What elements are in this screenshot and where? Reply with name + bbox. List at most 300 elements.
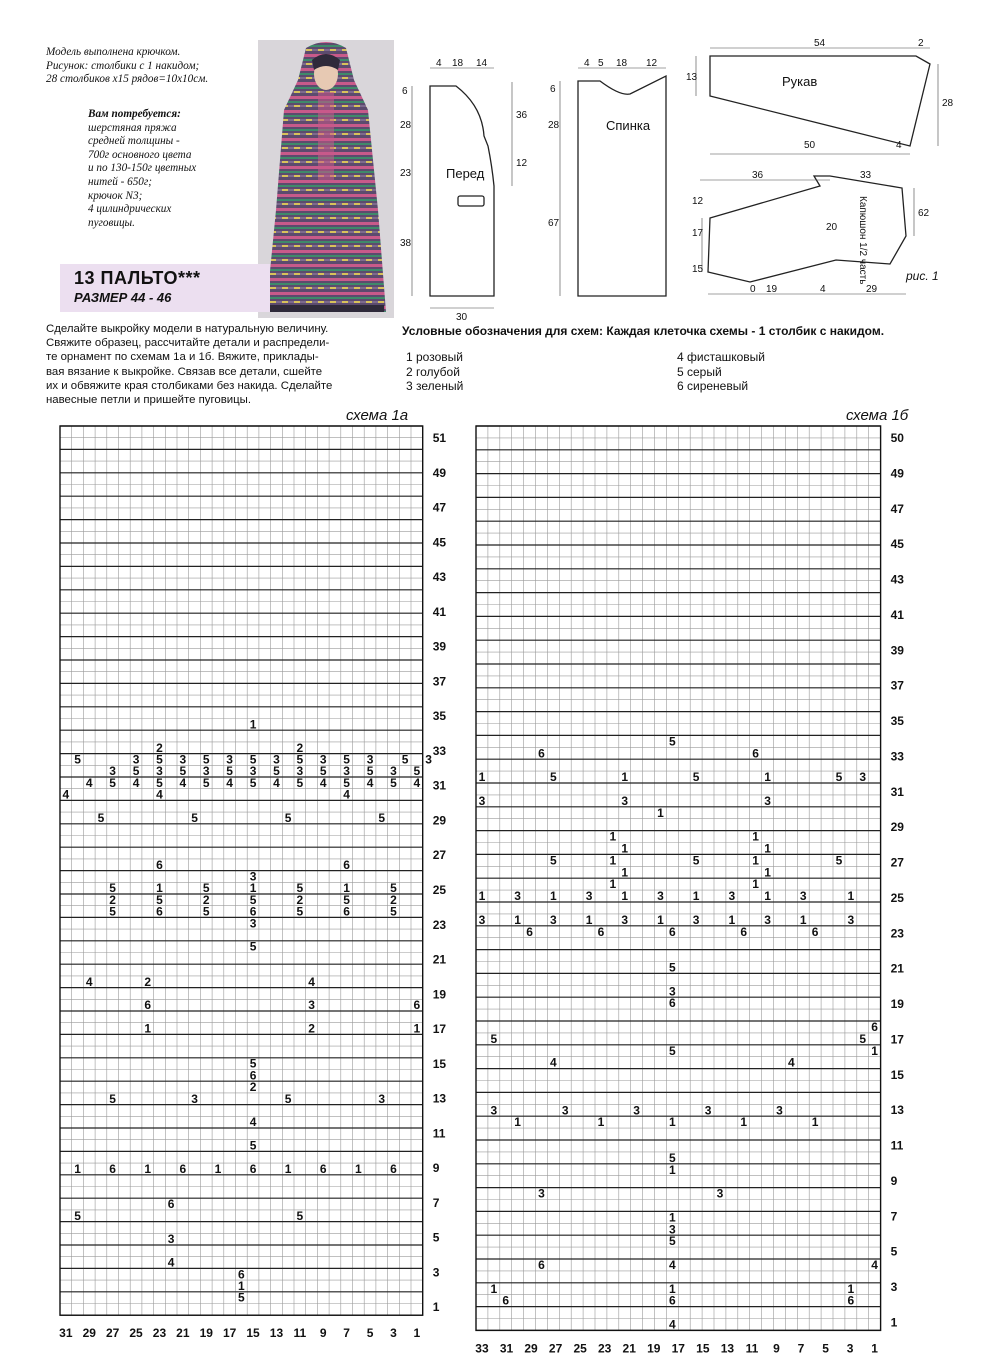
scheme-1b-cell-label: 1 — [514, 912, 521, 927]
scheme-1b-cell-label: 3 — [859, 770, 867, 785]
scheme-1a-cell-label: 5 — [132, 764, 140, 779]
scheme-1b-row-number: 35 — [890, 714, 904, 729]
instruction-line: их и обвяжите края столбиками без накида. Сделайте — [46, 379, 333, 392]
front-dim-left: 23 — [400, 168, 412, 179]
scheme-1b-cell-label: 6 — [871, 1019, 878, 1034]
scheme-1a-cell-label: 2 — [296, 892, 304, 907]
back-dim-left: 67 — [548, 218, 560, 229]
scheme-1b-caption: схема 1б — [846, 407, 909, 424]
scheme-1a-row-number: 3 — [432, 1265, 440, 1280]
sleeve-dim-left: 13 — [686, 72, 698, 83]
scheme-1b-col-number: 21 — [622, 1341, 636, 1356]
scheme-1b-row-number: 21 — [890, 961, 904, 976]
scheme-1b-cell-label: 1 — [847, 1281, 855, 1296]
size-label: РАЗМЕР 44 - 46 — [74, 290, 172, 305]
scheme-1a-cell-label: 5 — [249, 752, 257, 767]
scheme-1a-col-number: 31 — [59, 1326, 73, 1341]
scheme-1b-cell-label: 6 — [669, 996, 676, 1011]
scheme-1a-cell-label: 6 — [167, 1197, 175, 1212]
scheme-1a-cell-label: 3 — [191, 1091, 198, 1106]
scheme-1b-row-number: 39 — [890, 643, 904, 658]
scheme-1b-cell-label: 6 — [669, 1293, 676, 1308]
scheme-1b-cell-label: 3 — [550, 912, 557, 927]
front-dim-left: 28 — [400, 120, 412, 131]
scheme-1a-cell-label: 5 — [202, 752, 210, 767]
hood-dim-bottom: 19 — [766, 284, 778, 295]
front-dim-top: 14 — [476, 58, 488, 69]
scheme-1a-cell-label: 4 — [249, 1115, 257, 1130]
scheme-1b-cell-label: 6 — [752, 746, 759, 761]
intro-line: Рисунок: столбики с 1 накидом; — [46, 59, 200, 72]
scheme-1a-cell-label: 6 — [249, 1161, 257, 1176]
scheme-1a-row-number: 51 — [432, 431, 447, 445]
scheme-1b-row-number: 1 — [890, 1315, 898, 1330]
scheme-1b-col-number: 17 — [671, 1341, 685, 1356]
materials-line: нитей - 650г; — [88, 175, 152, 188]
scheme-1b-cell-label: 5 — [835, 853, 843, 868]
scheme-1a-caption: схема 1а — [346, 407, 409, 424]
legend-item: 4 фисташковый — [677, 350, 766, 364]
scheme-1a-cell-label: 3 — [249, 764, 257, 779]
scheme-1a-cell-label: 3 — [226, 752, 233, 767]
scheme-1b-row-number: 15 — [890, 1067, 904, 1082]
instruction-line: вая вязание к выкройке. Связав все детали, сшейте — [46, 365, 323, 378]
scheme-1b-cell-label: 1 — [621, 889, 629, 904]
scheme-1a-cell-label: 5 — [390, 881, 397, 896]
scheme-1b-col-number: 29 — [524, 1341, 538, 1356]
scheme-1a-row-number: 29 — [432, 813, 447, 828]
scheme-1b-cell-label: 3 — [561, 1103, 569, 1118]
scheme-1b-row-number: 3 — [890, 1280, 898, 1295]
scheme-1b-cell-label: 4 — [550, 1055, 557, 1070]
scheme-1a-cell-label: 4 — [167, 1255, 175, 1270]
scheme-1a-cell-label: 5 — [179, 764, 187, 779]
scheme-1a-cell-label: 5 — [296, 881, 304, 896]
scheme-1b-cell-label: 5 — [692, 770, 700, 785]
scheme-1a-cell-label: 5 — [191, 810, 198, 825]
scheme-1a-cell-label: 5 — [238, 1290, 245, 1305]
scheme-1b-row-number: 49 — [890, 466, 904, 481]
scheme-1b-cell-label: 1 — [871, 1043, 878, 1058]
back-dim-top: 12 — [646, 58, 658, 69]
scheme-1a-col-number: 13 — [269, 1326, 284, 1341]
scheme-1b-cell-label: 3 — [776, 1103, 783, 1118]
scheme-1a-cell-label: 6 — [249, 1068, 257, 1083]
scheme-1a-cell-label: 4 — [273, 775, 280, 790]
back-dim-left: 6 — [550, 84, 556, 95]
back-dim-left: 28 — [548, 120, 560, 131]
scheme-1b-row-number: 25 — [890, 890, 904, 905]
scheme-1b-row-number: 7 — [890, 1209, 898, 1224]
scheme-1a-col-number: 3 — [390, 1326, 397, 1341]
scheme-1b-cell-label: 1 — [764, 865, 771, 880]
scheme-1a-cell-label: 5 — [284, 1091, 292, 1106]
scheme-1b-cell-label: 5 — [669, 1234, 676, 1249]
scheme-1a-cell-label: 6 — [156, 904, 163, 919]
scheme-1b-col-number: 27 — [548, 1341, 563, 1356]
scheme-1a-cell-label: 5 — [249, 775, 257, 790]
scheme-1b-cell-label: 3 — [847, 912, 855, 927]
materials-line: 700г основного цвета — [88, 148, 192, 161]
scheme-1a-cell-label: 5 — [390, 775, 397, 790]
scheme-1b-cell-label: 3 — [478, 912, 486, 927]
scheme-1a-cell-label: 5 — [109, 904, 116, 919]
back-label: Спинка — [606, 118, 651, 133]
scheme-1b-cell-label: 3 — [669, 1222, 676, 1237]
scheme-1a-cell-label: 4 — [343, 787, 350, 802]
scheme-1b-cell-label: 5 — [550, 853, 557, 868]
legend-item: 3 зеленый — [406, 379, 464, 393]
scheme-1b-cell-label: 1 — [764, 841, 771, 856]
legend-item: 6 сиреневый — [677, 379, 749, 393]
scheme-1b-cell-label: 1 — [669, 1210, 676, 1225]
scheme-1a-cell-label: 3 — [343, 764, 350, 779]
instruction-line: Свяжите образец, рассчитайте детали и распредели- — [46, 337, 330, 350]
instruction-line: Сделайте выкройку модели в натуральную величину. — [46, 323, 329, 335]
scheme-1b-cell-label: 3 — [538, 1186, 545, 1201]
scheme-1b-row-number: 41 — [890, 607, 904, 622]
scheme-1b-col-number: 11 — [745, 1341, 759, 1356]
materials-line: пуговицы. — [88, 216, 135, 229]
scheme-1b-cell-label: 5 — [490, 1031, 498, 1046]
scheme-1a-cell-label: 5 — [74, 752, 81, 767]
scheme-1b-cell-label: 1 — [752, 877, 759, 892]
scheme-1a-col-number: 17 — [222, 1326, 237, 1341]
scheme-1a-cell-label: 5 — [378, 810, 386, 825]
scheme-1a-cell-label: 3 — [179, 752, 187, 767]
scheme-1b-col-number: 9 — [773, 1341, 780, 1356]
scheme-1b-cell-label: 1 — [478, 770, 486, 785]
scheme-1b-cell-label: 3 — [799, 889, 807, 904]
scheme-1a-cell-label: 6 — [238, 1267, 245, 1282]
scheme-1a-col-number: 21 — [176, 1326, 190, 1341]
scheme-1a-cell-label: 3 — [378, 1091, 386, 1106]
scheme-1b-cell-label: 3 — [669, 984, 676, 999]
scheme-1b-cell-label: 3 — [490, 1103, 498, 1118]
sleeve-dim-bottomright: 4 — [896, 140, 902, 151]
scheme-1b-cell-label: 3 — [478, 793, 486, 808]
legend-item: 2 голубой — [406, 364, 460, 379]
scheme-1b-cell-label: 1 — [621, 841, 629, 856]
scheme-1a-cell-label: 1 — [156, 881, 163, 896]
hood-dim-top2: 33 — [860, 170, 872, 181]
scheme-1b-cell-label: 6 — [538, 1257, 545, 1272]
scheme-1b-cell-label: 1 — [799, 912, 807, 927]
scheme-1b-cell-label: 5 — [669, 734, 676, 749]
scheme-1b-cell-label: 1 — [585, 912, 593, 927]
scheme-1b-cell-label: 5 — [550, 770, 557, 785]
scheme-1a-cell-label: 4 — [85, 974, 93, 989]
scheme-1a-cell-label: 3 — [132, 752, 140, 767]
scheme-1a-cell-label: 4 — [85, 775, 93, 790]
scheme-1b-col-number: 15 — [696, 1341, 710, 1356]
hood-dim-top1: 36 — [752, 170, 764, 181]
scheme-1a-cell-label: 5 — [413, 764, 421, 779]
scheme-1b-cell-label: 1 — [764, 770, 771, 785]
scheme-1b-cell-label: 3 — [716, 1186, 724, 1201]
scheme-1b-col-number: 13 — [720, 1341, 735, 1356]
scheme-1b-cell-label: 1 — [669, 1281, 676, 1296]
scheme-1a-cell-label: 3 — [390, 764, 397, 779]
scheme-1a-cell-label: 1 — [144, 1021, 152, 1036]
scheme-1a-cell-label: 5 — [249, 939, 257, 954]
front-dim-left: 38 — [400, 238, 412, 249]
scheme-1a-cell-label: 5 — [226, 764, 233, 779]
scheme-1b-row-number: 47 — [890, 501, 904, 516]
scheme-1b-row-number: 45 — [890, 537, 904, 552]
scheme-1a-cell-label: 5 — [366, 764, 374, 779]
scheme-1a-row-number: 35 — [432, 709, 447, 724]
scheme-1a-cell-label: 1 — [355, 1161, 362, 1176]
scheme-1a-cell-label: 5 — [296, 904, 304, 919]
scheme-1b-row-number: 29 — [890, 820, 904, 835]
scheme-1a-cell-label: 2 — [144, 974, 152, 989]
scheme-1b-cell-label: 3 — [633, 1103, 640, 1118]
scheme-1b-cell-label: 3 — [657, 889, 664, 904]
scheme-1a-cell-label: 5 — [156, 775, 163, 790]
scheme-1a-cell-label: 6 — [109, 1161, 116, 1176]
scheme-1b-cell-label: 3 — [621, 912, 629, 927]
scheme-1a-row-number: 33 — [432, 743, 447, 758]
scheme-1b-cell-label: 5 — [835, 770, 843, 785]
scheme-1a-cell-label: 5 — [156, 892, 163, 907]
scheme-1a-cell-label: 5 — [296, 1208, 304, 1223]
hood-dim-mid: 20 — [826, 222, 838, 233]
scheme-1a-cell-label: 2 — [296, 740, 304, 755]
scheme-1b-cell-label: 1 — [621, 770, 629, 785]
scheme-1a-row-number: 37 — [432, 674, 447, 689]
scheme-1a-cell-label: 3 — [425, 752, 432, 767]
scheme-1b-cell-label: 6 — [669, 924, 676, 939]
scheme-1a-cell-label: 3 — [249, 869, 257, 884]
scheme-1a-row-number: 13 — [432, 1091, 447, 1106]
scheme-1b-cell-label: 6 — [847, 1293, 855, 1308]
scheme-1a-cell-label: 2 — [109, 892, 116, 907]
scheme-1b-col-number: 23 — [597, 1341, 612, 1356]
front-dim-right: 12 — [516, 158, 528, 169]
sleeve-label: Рукав — [782, 74, 818, 89]
back-dim-top: 5 — [598, 58, 604, 69]
scheme-1b-cell-label: 1 — [740, 1115, 748, 1130]
scheme-1a-row-number: 49 — [432, 465, 447, 480]
scheme-1a-row-number: 31 — [432, 778, 447, 793]
scheme-1b-cell-label: 4 — [871, 1257, 878, 1272]
scheme-1a-cell-label: 1 — [249, 717, 257, 732]
front-dim-left: 6 — [402, 86, 408, 97]
scheme-1b-cell-label: 1 — [621, 865, 629, 880]
scheme-1a-cell-label: 3 — [202, 764, 210, 779]
scheme-1a-row-number: 41 — [432, 604, 447, 619]
scheme-1b-grid — [476, 426, 881, 1331]
front-dim-bottom: 30 — [456, 312, 468, 323]
scheme-1a-cell-label: 5 — [74, 1208, 81, 1223]
scheme-1a-cell-label: 3 — [296, 764, 304, 779]
scheme-1a-cell-label: 4 — [179, 775, 187, 790]
scheme-1b-row-number: 31 — [890, 784, 904, 799]
scheme-1a-cell-label: 4 — [156, 787, 163, 802]
intro-line: 28 столбиков x15 рядов=10x10см. — [46, 73, 209, 86]
scheme-1a-col-number: 5 — [366, 1326, 374, 1341]
scheme-1a-cell-label: 6 — [343, 857, 350, 872]
scheme-1a-cell-label: 5 — [296, 752, 304, 767]
scheme-1b-cell-label: 1 — [728, 912, 736, 927]
scheme-1b-col-number: 1 — [871, 1341, 878, 1356]
scheme-1a-cell-label: 5 — [109, 775, 116, 790]
scheme-1a-cell-label: 4 — [319, 775, 327, 790]
scheme-1a-cell-label: 6 — [413, 998, 421, 1013]
scheme-1b-cell-label: 4 — [788, 1055, 795, 1070]
scheme-1b-row-number: 50 — [890, 431, 904, 445]
scheme-1a-cell-label: 4 — [413, 775, 421, 790]
scheme-1a-cell-label: 2 — [390, 892, 397, 907]
scheme-1a-cell-label: 1 — [413, 1021, 421, 1036]
scheme-1b-row-number: 27 — [890, 855, 904, 870]
scheme-1b-cell-label: 3 — [692, 912, 700, 927]
scheme-1a-row-number: 17 — [432, 1022, 447, 1037]
hood-dim-bottom: 4 — [820, 284, 826, 295]
scheme-1b-cell-label: 3 — [704, 1103, 712, 1118]
scheme-1a-row-number: 23 — [432, 917, 447, 932]
scheme-1a-row-number: 19 — [432, 987, 447, 1002]
front-label: Перед — [446, 166, 485, 181]
instruction-line: навесные петли и пришейте пуговицы. — [46, 394, 252, 407]
scheme-1a-row-number: 27 — [432, 848, 447, 863]
instruction-line: те орнамент по схемам 1а и 1б. Вяжите, приклады- — [46, 351, 319, 364]
scheme-1a-cell-label: 4 — [62, 787, 70, 802]
scheme-1b-row-number: 17 — [890, 1032, 904, 1047]
scheme-1a-cell-label: 3 — [366, 752, 374, 767]
scheme-1b-cell-label: 6 — [740, 924, 748, 939]
scheme-1b-cell-label: 1 — [657, 912, 664, 927]
scheme-1b-cell-label: 5 — [692, 853, 700, 868]
scheme-1a-cell-label: 5 — [284, 810, 292, 825]
scheme-1b-cell-label: 3 — [728, 889, 736, 904]
scheme-1a-row-number: 45 — [432, 535, 447, 550]
scheme-1a-cell-label: 5 — [343, 752, 350, 767]
scheme-1a-col-number: 25 — [129, 1326, 143, 1341]
hood-dim-left: 12 — [692, 196, 704, 207]
scheme-1a-cell-label: 1 — [74, 1161, 81, 1176]
scheme-1b-row-number: 43 — [890, 572, 904, 587]
materials-line: и по 130-150г цветных — [88, 162, 197, 175]
scheme-1a-row-number: 47 — [432, 500, 447, 515]
scheme-1a-cell-label: 4 — [132, 775, 140, 790]
scheme-1b-cell-label: 5 — [669, 1043, 676, 1058]
scheme-1a-col-number: 11 — [293, 1326, 307, 1341]
scheme-1a-cell-label: 5 — [273, 764, 280, 779]
scheme-1b-cell-label: 1 — [752, 853, 759, 868]
scheme-1a-cell-label: 6 — [144, 998, 152, 1013]
scheme-1a-row-number: 15 — [432, 1056, 447, 1071]
intro-line: Модель выполнена крючком. — [46, 46, 181, 58]
scheme-1b-row-number: 13 — [890, 1103, 904, 1118]
scheme-1a-cell-label: 5 — [109, 881, 116, 896]
scheme-1a-cell-label: 5 — [109, 1091, 116, 1106]
materials-line: шерстяная пряжа — [88, 121, 177, 134]
scheme-1a-cell-label: 5 — [249, 1138, 257, 1153]
scheme-1a-col-number: 15 — [246, 1326, 260, 1341]
scheme-1b-cell-label: 1 — [609, 877, 617, 892]
scheme-1b-row-number: 11 — [890, 1138, 904, 1153]
scheme-1b-cell-label: 5 — [859, 1031, 867, 1046]
scheme-1b-cell-label: 1 — [669, 1162, 676, 1177]
scheme-1b-row-number: 5 — [890, 1244, 898, 1259]
scheme-1a-cell-label: 5 — [343, 892, 350, 907]
scheme-1b-cell-label: 6 — [597, 924, 605, 939]
scheme-1a-cell-label: 6 — [319, 1161, 327, 1176]
front-dim-top: 4 — [436, 58, 442, 69]
scheme-1a-col-number: 7 — [343, 1326, 350, 1341]
sleeve-dim-topright: 2 — [918, 38, 924, 49]
scheme-1a-cell-label: 2 — [308, 1021, 315, 1036]
scheme-1a-col-number: 19 — [199, 1326, 213, 1341]
sleeve-dim-top: 54 — [814, 38, 826, 49]
scheme-1b-col-number: 31 — [499, 1341, 514, 1356]
scheme-1a-cell-label: 4 — [308, 974, 315, 989]
scheme-1b-cell-label: 5 — [669, 960, 676, 975]
figure-label: рис. 1 — [906, 269, 939, 283]
page-title: 13 ПАЛЬТО*** — [74, 268, 201, 288]
scheme-1a-row-number: 39 — [432, 639, 447, 654]
scheme-1b-cell-label: 1 — [752, 829, 759, 844]
scheme-1a-cell-label: 1 — [343, 881, 350, 896]
scheme-1a-row-number: 7 — [432, 1195, 440, 1210]
scheme-1b-row-number: 33 — [890, 749, 904, 764]
scheme-1b-cell-label: 1 — [764, 889, 771, 904]
scheme-1a-cell-label: 5 — [319, 764, 327, 779]
scheme-1a-cell-label: 3 — [319, 752, 327, 767]
scheme-1b-cell-label: 1 — [657, 805, 664, 820]
materials-heading: Вам потребуется: — [88, 108, 181, 120]
scheme-1a-cell-label: 2 — [249, 1080, 257, 1095]
scheme-1b-cell-label: 4 — [669, 1317, 676, 1332]
back-dim-top: 4 — [584, 58, 590, 69]
scheme-1a-row-number: 21 — [432, 952, 447, 967]
scheme-1a-cell-label: 4 — [226, 775, 233, 790]
hood-dim-bottom: 29 — [866, 284, 878, 295]
scheme-1b-cell-label: 1 — [811, 1115, 819, 1130]
scheme-1a-cell-label: 4 — [366, 775, 374, 790]
scheme-1a-cell-label: 5 — [202, 904, 210, 919]
scheme-1a-col-number: 23 — [152, 1326, 167, 1341]
hood-dim-left: 15 — [692, 264, 704, 275]
hood-dim-left: 17 — [692, 228, 704, 239]
scheme-1b-col-number: 25 — [573, 1341, 587, 1356]
scheme-1a-cell-label: 5 — [249, 1056, 257, 1071]
hood-dim-right: 62 — [918, 208, 930, 219]
front-dim-right: 36 — [516, 110, 528, 121]
legend-heading: Условные обозначения для схем: Каждая клеточка схемы - 1 столбик с накидом. — [402, 324, 885, 338]
scheme-1a-col-number: 9 — [319, 1326, 327, 1341]
scheme-1a-cell-label: 6 — [343, 904, 350, 919]
scheme-1b-cell-label: 1 — [692, 889, 700, 904]
scheme-1a-cell-label: 1 — [214, 1161, 222, 1176]
scheme-1a-cell-label: 5 — [390, 904, 397, 919]
scheme-1b-cell-label: 1 — [514, 1115, 521, 1130]
scheme-1a-cell-label: 5 — [296, 775, 304, 790]
materials-line: средней толщины - — [88, 135, 180, 148]
materials-line: крючок N3; — [88, 189, 143, 202]
scheme-1a-cell-label: 3 — [273, 752, 280, 767]
scheme-1b-col-number: 5 — [822, 1341, 829, 1356]
scheme-1a-cell-label: 6 — [249, 904, 257, 919]
scheme-1a-cell-label: 1 — [144, 1161, 152, 1176]
scheme-1a-cell-label: 5 — [202, 881, 210, 896]
scheme-1a-cell-label: 5 — [97, 810, 105, 825]
scheme-1a-cell-label: 6 — [156, 857, 163, 872]
scheme-1a-cell-label: 3 — [156, 764, 163, 779]
scheme-1a-row-number: 11 — [432, 1126, 446, 1141]
